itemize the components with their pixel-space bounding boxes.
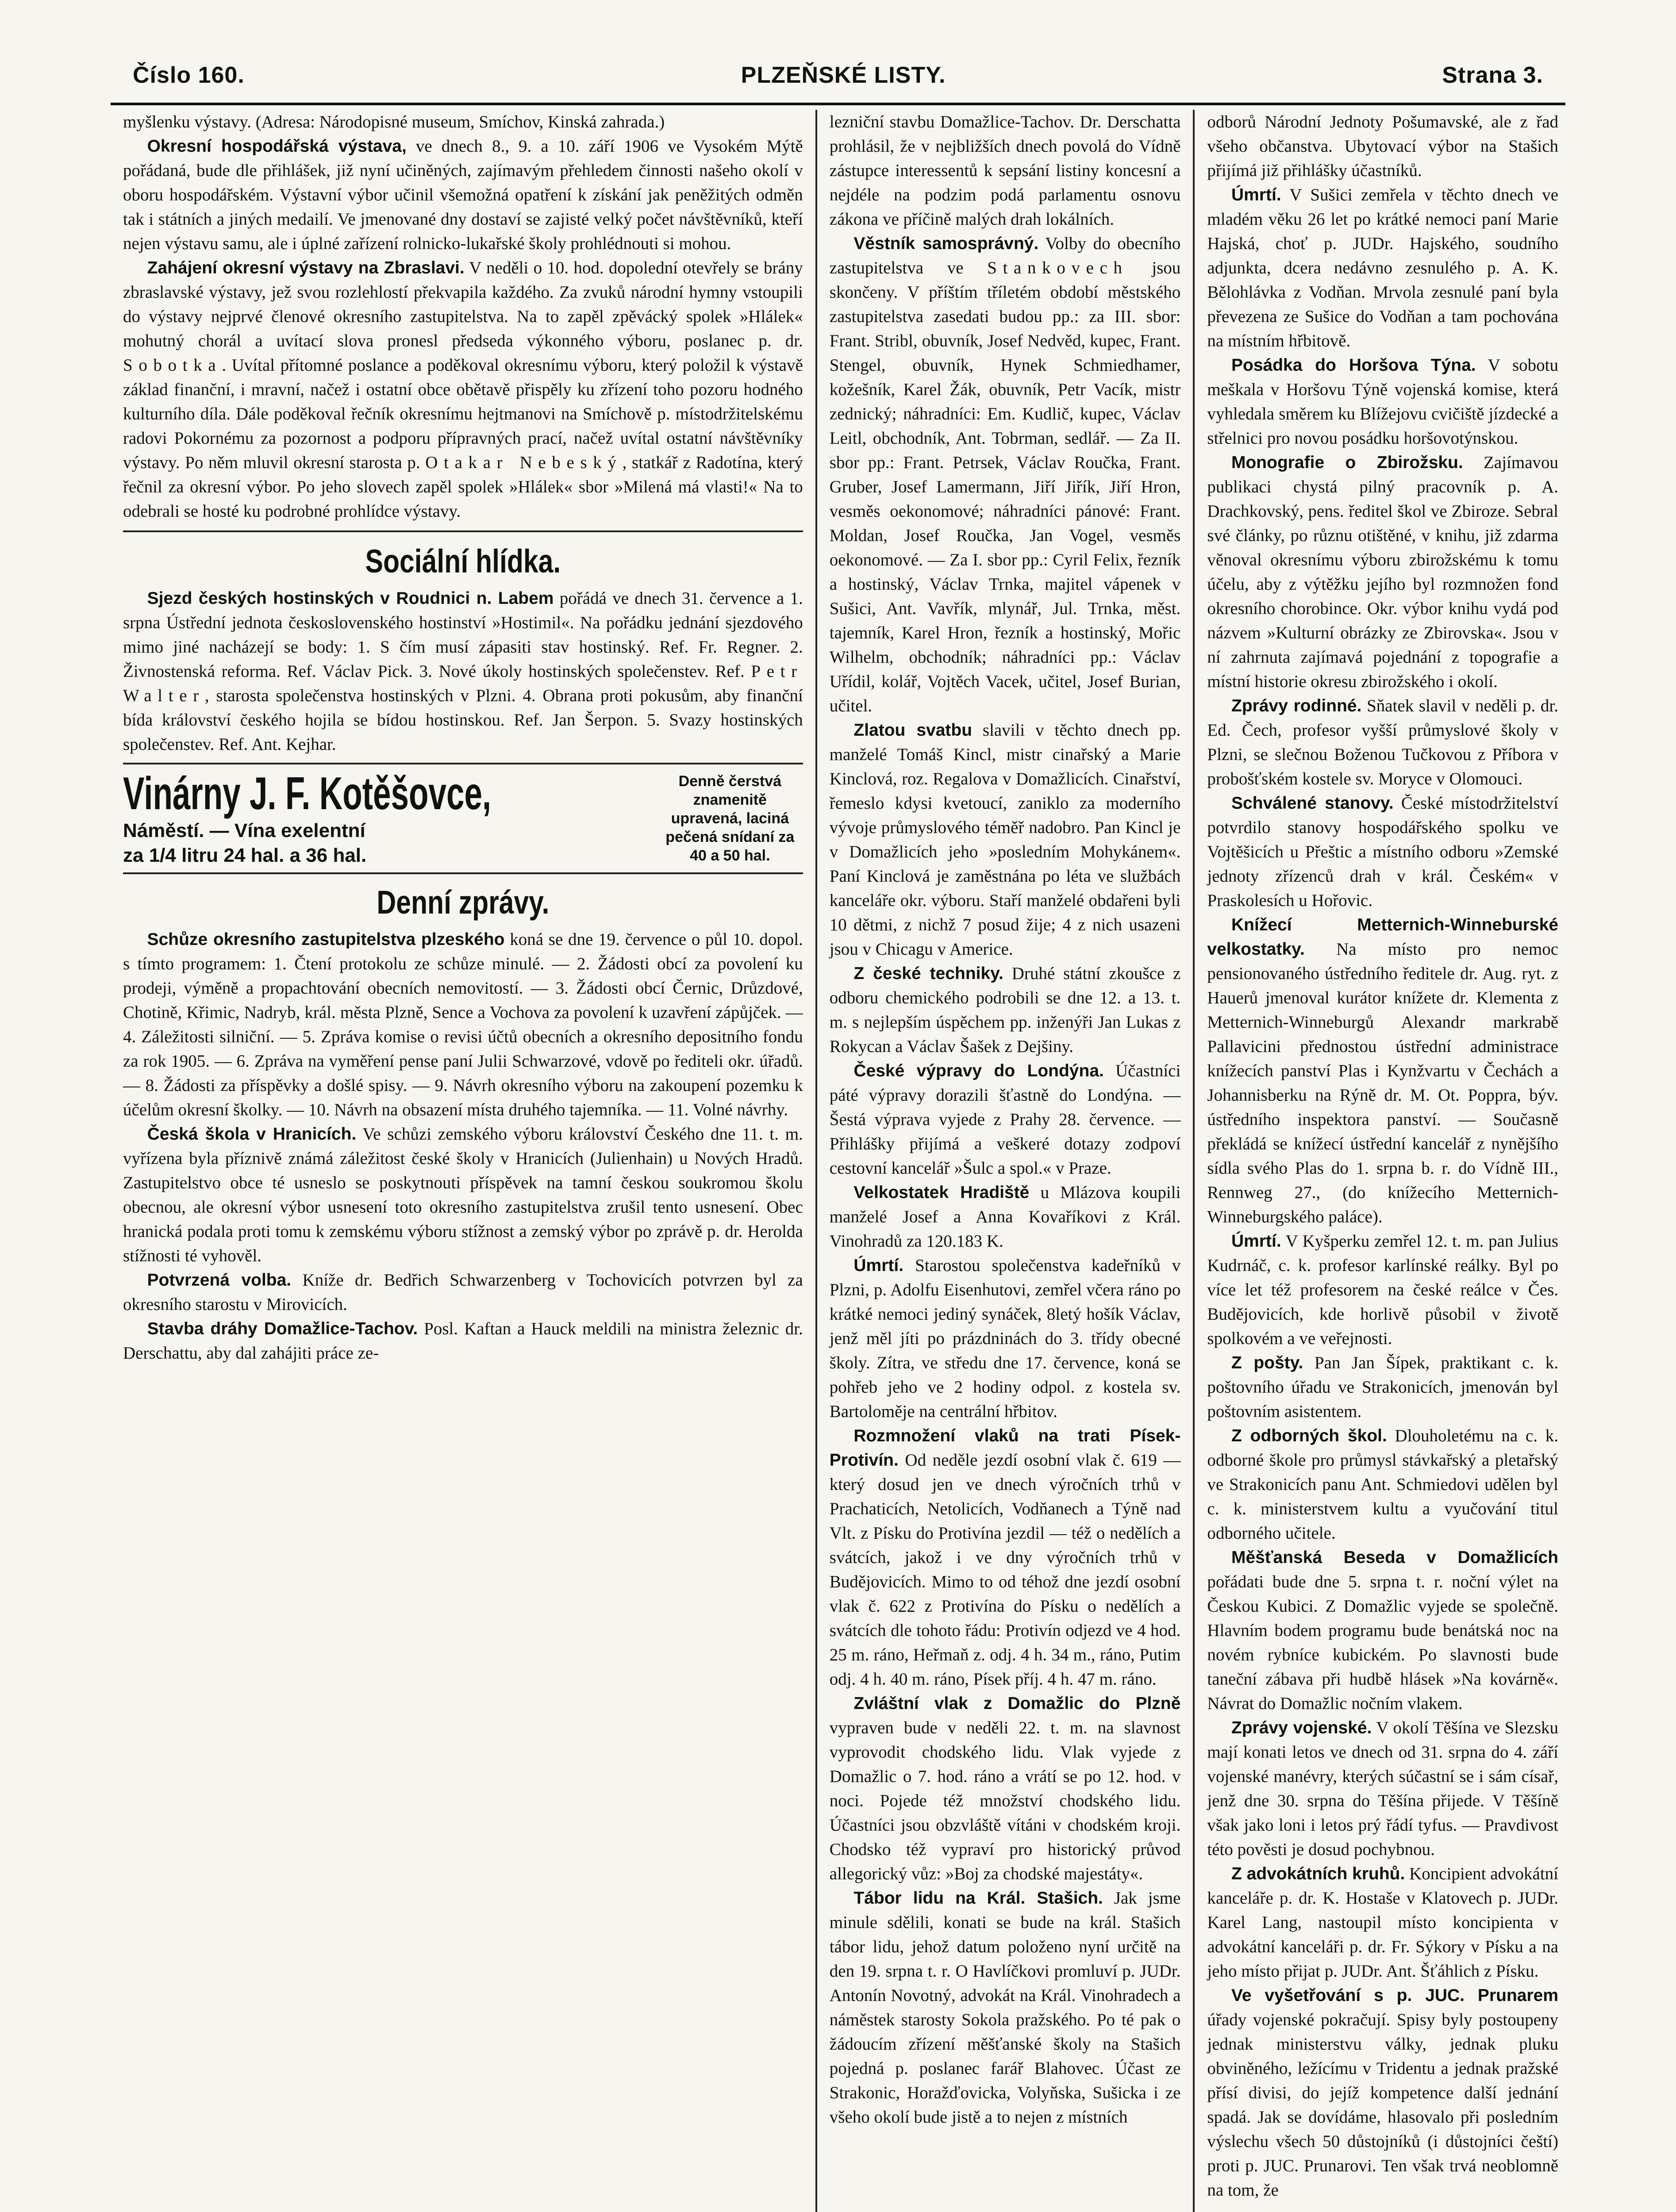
article-headline: Velkostatek Hradiště	[853, 1183, 1030, 1202]
article-headline: Zprávy rodinné.	[1231, 696, 1362, 715]
article-paragraph: Potvrzená volba. Kníže dr. Bedřich Schwarzenberg v Tochovicích potvrzen byl za okresního starostu v Mirovicích.	[123, 1271, 803, 1314]
article-paragraph: Monografie o Zbirožsku. Zajímavou publikaci chystá pilný pracovník p. A. Drachkovský, pens. ředitel škol ve Zbiroze. Sebral své články, po různu otištěné, v knihu, již zdarma věnoval okresnímu výboru zbirožskému k tomu účelu, aby z výtěžku jejího byl rozmnožen fond okresního chorobince. Okr. výbor knihu vydá pod názvem »Kulturní obrázky ze Zbirovska«. Jsou v ní zahrnuta zajímavá pojednání z topografie a místní historie okresu zbirožského i okolí.	[1207, 453, 1559, 691]
article-paragraph: Z advokátních kruhů. Koncipient advokátní kanceláře p. dr. K. Hostaše v Klatovech p. JUDr. Karel Lang, nastoupil místo koncipienta v advokátní kanceláři p. dr. Fr. Sýkory v Písku a na jeho místo přijat p. JUDr. Ant. Šťáhlich z Písku.	[1207, 1864, 1559, 1981]
article-headline: Posádka do Horšova Týna.	[1231, 356, 1476, 375]
columns	[111, 110, 1571, 2212]
article-headline: Z české techniky.	[853, 964, 1003, 983]
article-headline: Z advokátních kruhů.	[1231, 1864, 1405, 1883]
column-3	[1193, 110, 1571, 2212]
article-headline: Okresní hospodářská výstava,	[147, 137, 407, 156]
ad-line: za 1/4 litru 24 hal. a 36 hal.	[123, 845, 367, 866]
article-headline: Tábor lidu na Král. Stašich.	[853, 1889, 1103, 1908]
article-headline: Zlatou svatbu	[853, 721, 973, 740]
article-paragraph: Úmrtí. Starostou společenstva kadeřníků v Plzni, p. Adolfu Eisenhutovi, zemřel včera ráno po krátké nemoci jediný synáček, 8letý hošík Václav, jenž měl jíti po prázdninách do 3. třídy obecné školy. Zítra, ve středu dne 17. července, koná se pohřeb jeho ve 2 hodiny odpol. z kostela sv. Bartoloměje na centrální hřbitov.	[829, 1256, 1181, 1421]
newspaper-title: PLZEŇSKÉ LISTY.	[741, 62, 946, 88]
ad-title: Vinárny J. F. Kotěšovce,	[123, 768, 492, 819]
article-paragraph: Knížecí Metternich-Winneburské velkostatky. Na místo pro nemoc pensionovaného ústředního ředitele dr. Aug. ryt. z Hauerů jmenoval kurátor knížete dr. Klementa z Metternich-Winneburgů Alexandr markrabě Pallavicini přednostou ústřední administrace knížecích panství Plas i Kynžvartu v Čechách a Johannisberku na Rýně dr. M. Ot. Poppra, býv. ústředního inspektora panství. — Současně překládá se knížecí ústřední kancelář z nynějšího sídla svého Plas do 1. srpna b. r. do Vídně III., Rennweg 27., (do knížecího Metternich-Winneburgského paláce).	[1207, 915, 1559, 1226]
article-headline: Věstník samosprávný.	[853, 234, 1039, 253]
article-paragraph: České výpravy do Londýna. Účastníci páté výpravy dorazili šťastně do Londýna. — Šestá výprava vyjede z Prahy 28. července. — Přihlášky přijímá a veškeré dotazy zodpoví cestovní kancelář »Šulc a spol.« v Praze.	[829, 1061, 1181, 1178]
article-headline: Zvláštní vlak z Domažlic do Plzně	[853, 1694, 1181, 1713]
article-paragraph: Z odborných škol. Dlouholetému na c. k. odborné škole pro průmysl stávkařský a pletařský ve Strakonicích panu Ant. Schmiedovi udělen byl c. k. ministerstvem kultu a vyučování titul odborného učitele.	[1207, 1426, 1559, 1543]
page-number: Strana 3.	[1442, 62, 1543, 88]
column-2	[815, 110, 1193, 2212]
column-1	[111, 110, 815, 2212]
section-title: Denní zprávy.	[377, 884, 550, 921]
article-headline: Stavba dráhy Domažlice-Tachov.	[147, 1319, 418, 1338]
article-headline: Česká škola v Hranicích.	[147, 1125, 357, 1144]
ad-main	[123, 769, 649, 868]
article-paragraph: Velkostatek Hradiště u Mlázova koupili manželé Josef a Anna Kovaříkovi z Král. Vinohradů za 120.183 K.	[829, 1183, 1181, 1251]
article-paragraph: Schůze okresního zastupitelstva plzeského koná se dne 19. července o půl 10. dopol. s tímto programem: 1. Čtení protokolu ze schůze minulé. — 2. Žádosti obcí za povolení ku prodeji, výměně a propachtování obecních nemovitostí. — 3. Žádosti obcí Černic, Drůzdové, Chotině, Křimic, Nadryb, král. města Plzně, Sence a Vochova za povolení k uzavření zápůjček. — 4. Záležitosti silniční. — 5. Zpráva komise o revisi účtů obecních a okresního depositního fondu za rok 1905. — 6. Zpráva na vyměření pense paní Julii Schwarzové, vdově po řediteli okr. úřadů. — 8. Žádosti za příspěvky a došlé spisy. — 9. Návrh okresního výboru na zakoupení pozemku k účelům okresní školky. — 10. Návrh na obsazení místa druhého tajemníka. — 11. Volné návrhy.	[123, 930, 803, 1119]
article-headline: Schválené stanovy.	[1231, 794, 1394, 813]
article-paragraph: Z pošty. Pan Jan Šípek, praktikant c. k. poštovního úřadu ve Strakonicích, jmenován byl poštovním asistentem.	[1207, 1353, 1559, 1421]
article-headline: Z odborných škol.	[1231, 1426, 1387, 1445]
article-headline: České výpravy do Londýna.	[853, 1061, 1104, 1080]
article-paragraph: Zlatou svatbu slavili v těchto dnech pp. manželé Tomáš Kincl, mistr cinařský a Marie Kinclová, roz. Regalova v Domažlicích. Cinařství, řemeslo kdysi kvetoucí, zaniklo za moderního vývoje průmyslového téměř nadobro. Pan Kincl je v Domažlicích jeho »posledním Mohykánem«. Paní Kinclová je zaměstnána po léta ve službách kanceláře okr. výboru. Staří manželé obdařeni byli 10 dětmi, z nichž 7 posud žije; 4 z nich usazeni jsou v Chicagu v Americe.	[829, 721, 1181, 959]
article-headline: Schůze okresního zastupitelstva plzeského	[147, 930, 505, 949]
article-headline: Monografie o Zbirožsku.	[1231, 453, 1463, 472]
section-title: Sociální hlídka.	[365, 543, 561, 580]
page-header	[133, 49, 1543, 102]
article-paragraph: Stavba dráhy Domažlice-Tachov. Posl. Kaftan a Hauck meldili na ministra železnic dr. Derschattu, aby dal zahájiti práce ze-	[123, 1319, 803, 1363]
article-paragraph: Tábor lidu na Král. Stašich. Jak jsme minule sdělili, konati se bude na král. Stašich tábor lidu, jehož datum položeno nyní určitě na den 19. srpna t. r. O Havlíčkovi promluví p. JUDr. Antonín Novotný, advokát na Král. Vinohradech a náměstek starosty Sokola pražského. Po té pak o žádoucím zřízení měšťanské školy na Stašich pojedná p. poslanec farář Blahovec. Účast ze Strakonic, Horažďovicka, Volyňska, Sušicka i ze všeho okolí bude jistě a to nejen z místních	[829, 1889, 1181, 2127]
article-paragraph: Okresní hospodářská výstava, ve dnech 8., 9. a 10. září 1906 ve Vysokém Mýtě pořádaná, bude dle přihlášek, již nyní učiněných, zajímavým přehledem činnosti našeho okolí v oboru hospodářském. Výstavní výbor učinil všemožná opatření k získání jak peněžitých odměn tak i státních a jiných medailí. Ve jmenované dny dostaví se zajisté velký počet návštěvníků, kteří nejen výstavu samu, ale i úplné zařízení rolnicko-lukařské školy prohlédnouti si mohou.	[123, 137, 803, 253]
article-paragraph: odborů Národní Jednoty Pošumavské, ale z řad všeho občanstva. Ubytovací výbor na Stašich přijímá již přihlášky účastníků.	[1207, 112, 1559, 180]
issue-number: Číslo 160.	[133, 62, 245, 88]
article-headline: Měšťanská Beseda v Domažlicích	[1231, 1548, 1559, 1567]
article-paragraph: Zvláštní vlak z Domažlic do Plzně vypraven bude v neděli 22. t. m. na slavnost vyprovodit chodského lidu. Vlak vyjede z Domažlic o 7. hod. ráno a vrátí se po 12. hod. v noci. Pojede též množství chodského lidu. Účastníci jsou obzvláště vítáni v chodském kroji. Chodsko též vypraví pro historický průvod allegorický vůz: »Boj za chodské majestáty«.	[829, 1694, 1181, 1883]
article-paragraph: Z české techniky. Druhé státní zkoušce z odboru chemického podrobili se dne 12. a 13. t. m. s nejlepším úspěchem pp. inženýři Jan Lukas z Rokycan a Václav Šašek z Dejšiny.	[829, 964, 1181, 1056]
article-headline: Úmrtí.	[1231, 1232, 1281, 1251]
ad-line: Náměstí. — Vína exelentní	[123, 820, 365, 841]
article-headline: Sjezd českých hostinských v Roudnici n. Labem	[147, 589, 554, 608]
article-paragraph: Zprávy rodinné. Sňatek slavil v neděli p. dr. Ed. Čech, profesor vyšší průmyslové školy v Plzni, se slečnou Boženou Tučkovou z Příbora v probošťském kostele sv. Moryce v Olomouci.	[1207, 696, 1559, 788]
article-paragraph: lezniční stavbu Domažlice-Tachov. Dr. Derschatta prohlásil, že v nejbližších dnech povolá do Vídně zástupce interessentů k sepsání listiny koncesní a nejdéle na podzim podá parlamentu osnovu zákona ve příčině malých drah lokálních.	[829, 112, 1181, 229]
section-rule	[123, 530, 803, 532]
header-rule	[111, 103, 1565, 105]
article-headline: Úmrtí.	[853, 1256, 904, 1275]
article-paragraph: Schválené stanovy. České místodržitelství potvrdilo stanovy hospodářského spolku ve Vojtěšicích u Přeštic a místního odboru »Zemské jednoty zřízenců drah v král. Českém« v Praskolesích u Hořovic.	[1207, 794, 1559, 910]
article-headline: Z pošty.	[1231, 1353, 1303, 1372]
article-paragraph: Rozmnožení vlaků na trati Písek-Protivín. Od neděle jezdí osobní vlak č. 619 — který dosud jen ve dnech výročních trhů v Prachaticích, Netolicích, Vodňanech a Týně nad Vlt. z Písku do Protivína jezdil — též o nedělích a svátcích, jakož i ve dny výročních trhů v Budějovicích. Mimo to od téhož dne jezdí osobní vlak č. 622 z Protivína do Písku o nedělích a svátcích dle tohoto řádu: Protivín odjezd ve 4 hod. 25 m. ráno, Heřmaň z. odj. 4 h. 34 m., ráno, Putim odj. 4 h. 40 m. ráno, Písek příj. 4 h. 47 m. ráno.	[829, 1426, 1181, 1689]
article-paragraph: Měšťanská Beseda v Domažlicích pořádati bude dne 5. srpna t. r. noční výlet na Českou Kubici. Z Domažlic vyjede se společně. Hlavním bodem programu bude benátská noc na novém rybníce kubickém. Po slavnosti bude taneční zábava při hudbě hlásek »Na kovárně«. Návrat do Domažlic nočním vlakem.	[1207, 1548, 1559, 1713]
article-headline: Rozmnožení vlaků na trati Písek-Protivín.	[829, 1426, 1181, 1470]
article-paragraph: Česká škola v Hranicích. Ve schůzi zemského výboru království Českého dne 11. t. m. vyřízena byla příznivě známá záležitost české školy v Hranicích (Julienhain) u Nových Hradů. Zastupitelstvo obce té usneslo se poskytnouti příspěvek na tamní českou soukromou školu obecnou, ale okresní výbor usnesení toto okresního zastupitelstva zrušil tento usnesení. Obec hranická podala proti tomu k zemskému výboru stížnost a zemský výbor po zprávě p. dr. Herolda stížnosti té vyhověl.	[123, 1125, 803, 1265]
article-paragraph: Sjezd českých hostinských v Roudnici n. Labem pořádá ve dnech 31. července a 1. srpna Ústřední jednota československého hostinství »Hostimil«. Na pořádku jednání sjezdového mimo jiné nacházejí se body: 1. S čím musí zápasiti stav hostinský. Ref. Fr. Regner. 2. Živnostenská reforma. Ref. Václav Pick. 3. Nové úkoly hostinských společenstev. Ref. Petr Walter, starosta společenstva hostinských v Plzni. 4. Obrana proti pokusům, aby finanční bída království českého hojila se bídou hostinskou. Ref. Jan Šerpon. 5. Svazy hostinských společenstev. Ref. Ant. Kejhar.	[123, 589, 803, 754]
article-paragraph: Posádka do Horšova Týna. V sobotu meškala v Horšovu Týně vojenská komise, která vyhledala směrem ku Blížejovu cvičiště jízdecké a střelnici pro novou posádku horšovotýnskou.	[1207, 356, 1559, 448]
article-paragraph: Zahájení okresní výstavy na Zbraslavi. V neděli o 10. hod. dopolední otevřely se brány zbraslavské výstavy, jež svou rozlehlostí překvapila každého. Za zvuků národní hymny vstoupili do výstavy nejprvé členové okresního zastupitelstva. Na to zapěl zpěvácký spolek »Hlálek« mohutný chorál a uvítací slova pronesl předseda výkonného výboru, poslanec p. dr. Sobotka. Uvítal přítomné poslance a poděkoval okresnímu výboru, který položil k výstavě základ finanční, i mravní, načež i ostatní obce obětavě přispěly ku zřízení toho pozoru hodného kulturního díla. Dále poděkoval řečník okresnímu hejtmanovi na Smíchově p. místodržitelskému radovi Pokornému za pozornost a podporu přípravných prací, načež uvítal ostatní návštěvníky výstavy. Po něm mluvil okresní starosta p. Otakar Nebeský, statkář z Radotína, který řečnil za okresní výbor. Po jeho slovech zapěl spolek »Hlálek« sbor »Milená má vlasti!« Na to odebrali se hosté ku podrobné prohlídce výstavy.	[123, 258, 803, 521]
article-paragraph: Zprávy vojenské. V okolí Těšína ve Slezsku mají konati letos ve dnech od 31. srpna do 4. září vojenské manévry, kterých súčastní se i sám císař, jenž dne 30. srpna do Těšína přijede. V Těšíně však jako loni i letos prý řádí tyfus. — Pravdivost této pověsti je dosud pochybnou.	[1207, 1718, 1559, 1859]
article-headline: Knížecí Metternich-Winneburské velkostatky.	[1207, 915, 1559, 959]
article-headline: Ve vyšetřování s p. JUC. Prunarem	[1231, 1986, 1559, 2005]
article-headline: Zprávy vojenské.	[1231, 1718, 1372, 1737]
article-paragraph: Věstník samosprávný. Volby do obecního zastupitelstva ve Stankovech jsou skončeny. V příštím tříletém období městského zastupitelstva zasedati budou pp.: za III. sbor: Frant. Stribl, obuvník, Josef Nedvěd, kupec, Frant. Stengel, obuvník, Hynek Schmiedhamer, kožešník, Karel Žák, obuvník, Petr Vacík, mistr zednický; náhradníci: Em. Kudlič, kupec, Václav Leitl, obchodník, Ant. Tobrman, sedlář. — Za II. sbor pp.: Frant. Petrsek, Václav Roučka, Frant. Gruber, Josef Lamermann, Jiří Jiřík, Jiří Hron, vesměs oekonomové; náhradníci pánové: Frant. Moldan, Josef Roučka, Jan Vogel, vesměs oekonomové. — Za I. sbor pp.: Cyril Felix, řezník a hostinský, Václav Trnka, majitel vápenek v Sušici, Ant. Vavřík, mlynář, Jul. Trnka, měst. tajemník, Karel Hron, řezník a hostinský, Mořic Wilhelm, obchodník; náhradníci pp.: Václav Uřídil, kolář, Vojtěch Vacek, učitel, Josef Burian, učitel.	[829, 234, 1181, 715]
article-paragraph: Úmrtí. V Sušici zemřela v těchto dnech ve mladém věku 26 let po krátké nemoci paní Marie Hajská, choť p. JUDr. Hajského, soudního adjunkta, dcera nedávno zesnulého p. A. K. Bělohlávka z Vodňan. Mrvola zesnulé paní byla převezena ze Sušice do Vodňan a tam pochována na místním hřbitově.	[1207, 185, 1559, 350]
article-paragraph: Úmrtí. V Kyšperku zemřel 12. t. m. pan Julius Kudrnáč, c. k. profesor karlínské reálky. Byl po více let též profesorem na české reálce v Čes. Budějovicích, kde horlivě působil v životě spolkovém a ve veřejnosti.	[1207, 1232, 1559, 1348]
article-headline: Úmrtí.	[1231, 185, 1281, 204]
article-paragraph: myšlenku výstavy. (Adresa: Národopisné museum, Smíchov, Kinská zahrada.)	[123, 112, 665, 131]
article-headline: Potvrzená volba.	[147, 1271, 292, 1290]
article-paragraph: Ve vyšetřování s p. JUC. Prunarem úřady vojenské pokračují. Spisy byly postoupeny jednak ministerstvu války, jednak pluku obviněného, ležícímu v Tridentu a jednak pražské přísí divisi, do jejíž kompetence další jednání spadá. Jak se dovídáme, hlasovalo při posledním výslechu všech 50 důstojníků (i důstojníci čeští) proti p. JUC. Prunarovi. Ten však trvá neoblomně na tom, že	[1207, 1986, 1559, 2200]
advertisement	[123, 763, 803, 874]
article-headline: Zahájení okresní výstavy na Zbraslavi.	[147, 258, 465, 277]
ad-side-text: Denně čerstvá znamenitě upravená, laciná pečená snídaní za 40 a 50 hal.	[665, 773, 795, 864]
